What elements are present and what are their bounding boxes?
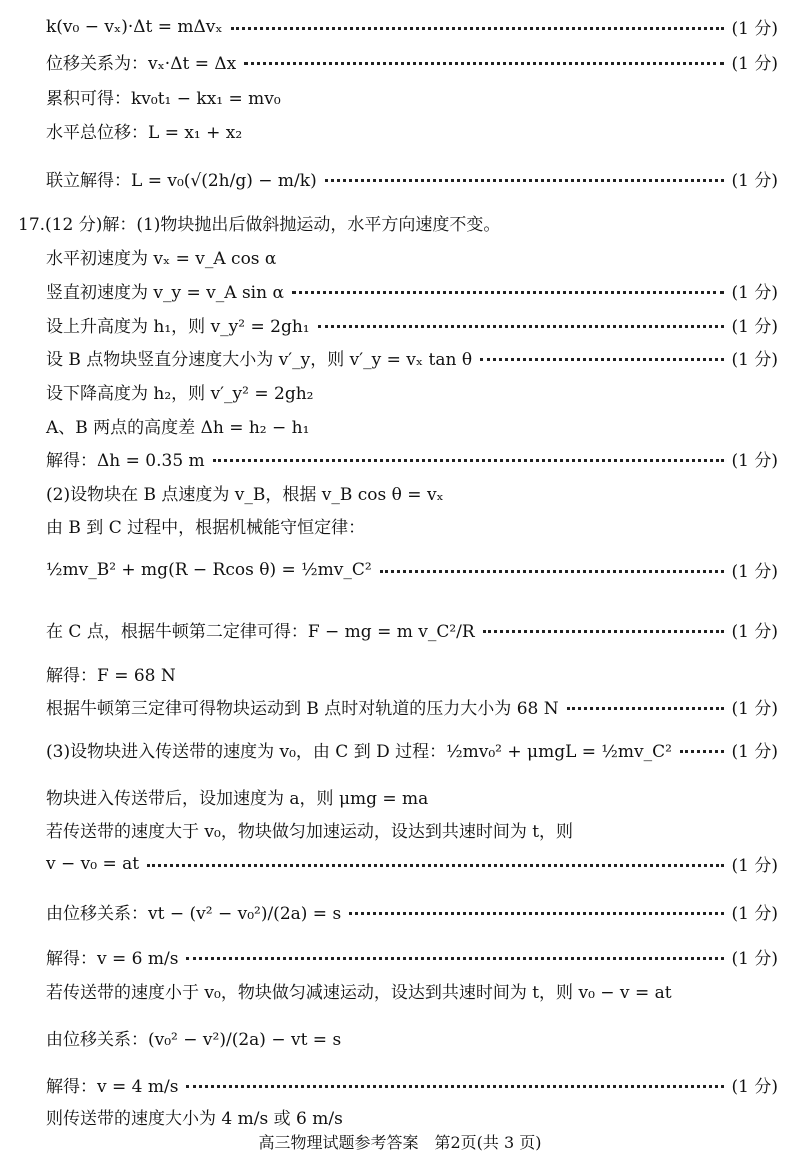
score-mark: (1 分) (731, 451, 778, 471)
line-text: ½mv_B² + mg(R − Rcos θ) = ½mv_C² (46, 559, 372, 580)
line-text: 设 B 点物块竖直分速度大小为 v′_y，则 v′_y = vₓ tan θ (46, 350, 473, 370)
answer-line (46, 118, 778, 143)
score-mark: (1 分) (731, 317, 778, 337)
answer-line (46, 899, 778, 924)
answer-line (46, 244, 778, 269)
answer-line (46, 513, 778, 538)
answer-line (46, 694, 778, 719)
line-text: 设下降高度为 h₂，则 v′_y² = 2gh₂ (46, 384, 314, 404)
answer-line (46, 737, 778, 762)
question-heading: 17.(12 分)解：(1)物块抛出后做斜抛运动，水平方向速度不变。 (18, 215, 501, 235)
score-mark: (1 分) (731, 54, 778, 74)
dot-leader (147, 864, 723, 867)
score-mark: (1 分) (731, 171, 778, 191)
score-mark: (1 分) (731, 949, 778, 969)
dot-leader (349, 912, 723, 915)
answer-line (46, 1072, 778, 1097)
answer-line (46, 84, 778, 109)
answer-line (46, 413, 778, 438)
line-text: 位移关系为：vₓ·Δt = Δx (46, 54, 237, 74)
line-text: 由位移关系：(v₀² − v²)/(2a) − vt = s (46, 1030, 342, 1050)
line-text: 联立解得：L = v₀(√(2h/g) − m/k) (46, 171, 317, 191)
line-text: 竖直初速度为 v_y = v_A sin α (46, 283, 284, 303)
line-text: 物块进入传送带后，设加速度为 a，则 μmg = ma (46, 789, 429, 809)
line-text: 在 C 点，根据牛顿第二定律可得：F − mg = m v_C²/R (46, 622, 475, 642)
answer-line (46, 278, 778, 303)
answer-line (46, 312, 778, 337)
line-text: 解得：Δh = 0.35 m (46, 451, 205, 471)
score-mark: (1 分) (731, 562, 778, 582)
score-mark: (1 分) (731, 856, 778, 876)
answer-line (18, 210, 778, 235)
answer-line (46, 166, 778, 191)
line-text: 设上升高度为 h₁，则 v_y² = 2gh₁ (46, 317, 310, 337)
answer-line (46, 944, 778, 969)
dot-leader (244, 62, 723, 65)
score-mark: (1 分) (731, 699, 778, 719)
answer-line (46, 851, 778, 876)
score-mark: (1 分) (731, 1077, 778, 1097)
line-text: 解得：v = 6 m/s (46, 949, 179, 969)
line-text: 若传送带的速度大于 v₀，物块做匀加速运动，设达到共速时间为 t，则 (46, 822, 574, 842)
dot-leader (483, 630, 724, 633)
line-text: 根据牛顿第三定律可得物块运动到 B 点时对轨道的压力大小为 68 N (46, 699, 559, 719)
score-mark: (1 分) (731, 904, 778, 924)
line-text: 水平总位移：L = x₁ + x₂ (46, 123, 243, 143)
line-text: (2)设物块在 B 点速度为 v_B，根据 v_B cos θ = vₓ (46, 485, 444, 505)
answer-line (46, 978, 778, 1003)
answer-line (46, 379, 778, 404)
score-mark: (1 分) (731, 19, 778, 39)
line-text: 累积可得：kv₀t₁ − kx₁ = mv₀ (46, 89, 281, 109)
dot-leader (186, 957, 723, 960)
score-mark: (1 分) (731, 622, 778, 642)
line-text: 由位移关系：vt − (v² − v₀²)/(2a) = s (46, 904, 342, 924)
line-text: 由 B 到 C 过程中，根据机械能守恒定律： (46, 518, 366, 538)
answer-line (46, 817, 778, 842)
line-text: A、B 两点的高度差 Δh = h₂ − h₁ (46, 418, 310, 438)
dot-leader (213, 459, 724, 462)
line-text: 水平初速度为 vₓ = v_A cos α (46, 249, 277, 269)
answer-line (46, 446, 778, 471)
dot-leader (231, 27, 724, 30)
dot-leader (292, 291, 724, 294)
dot-leader (380, 570, 724, 573)
line-text: 解得：F = 68 N (46, 666, 176, 686)
answer-line (46, 1104, 778, 1129)
answer-line (46, 49, 778, 74)
dot-leader (318, 325, 724, 328)
line-text: (3)设物块进入传送带的速度为 v₀，由 C 到 D 过程：½mv₀² + μmgL = ½mv_C² (46, 742, 672, 762)
dot-leader (186, 1085, 723, 1088)
line-text: 则传送带的速度大小为 4 m/s 或 6 m/s (46, 1109, 343, 1129)
answer-line (46, 1025, 778, 1050)
dot-leader (680, 750, 724, 753)
answer-line (46, 345, 778, 370)
answer-line (46, 661, 778, 686)
line-text: k(v₀ − vₓ)·Δt = mΔvₓ (46, 16, 223, 37)
line-text: 解得：v = 4 m/s (46, 1077, 179, 1097)
answer-line (46, 557, 778, 582)
score-mark: (1 分) (731, 350, 778, 370)
answer-line (46, 617, 778, 642)
dot-leader (325, 179, 724, 182)
dot-leader (480, 358, 723, 361)
answer-line (46, 784, 778, 809)
dot-leader (567, 707, 724, 710)
answer-line (46, 480, 778, 505)
answer-line (46, 14, 778, 39)
score-mark: (1 分) (731, 283, 778, 303)
line-text: v − v₀ = at (46, 853, 140, 874)
page-footer: 高三物理试题参考答案 第2页(共 3 页) (258, 1133, 542, 1152)
score-mark: (1 分) (731, 742, 778, 762)
line-text: 若传送带的速度小于 v₀，物块做匀减速运动，设达到共速时间为 t，则 v₀ − v = at (46, 983, 672, 1003)
